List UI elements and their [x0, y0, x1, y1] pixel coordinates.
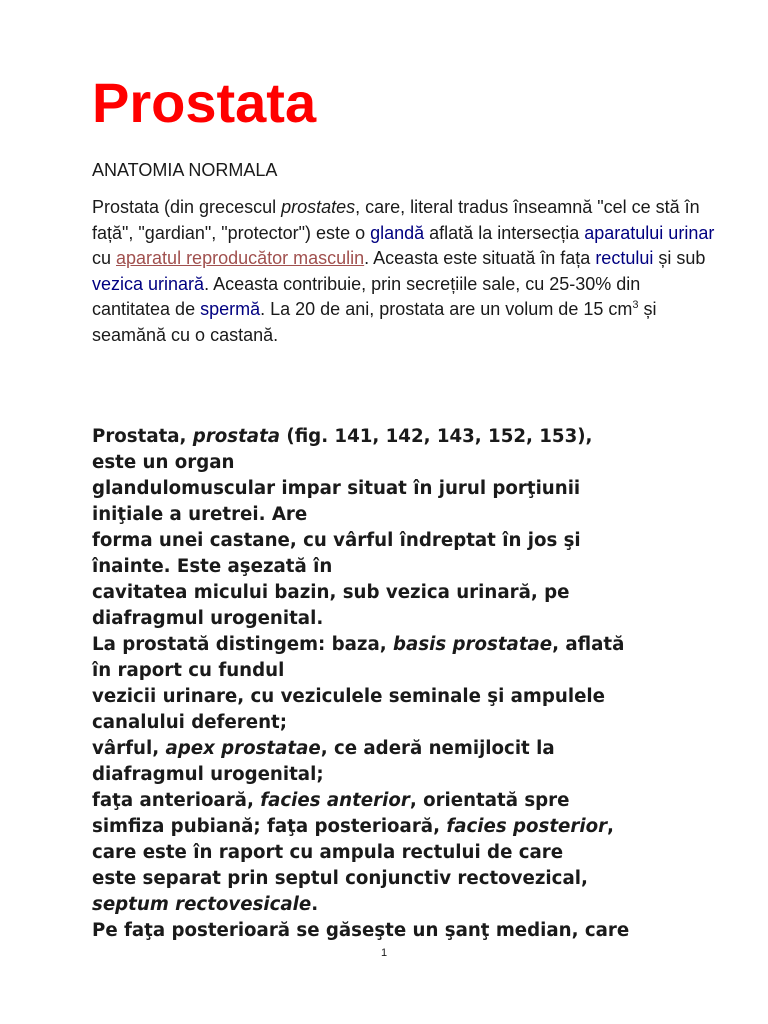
text-line: simfiza pubiană; faţa posterioară, facies posterior,	[92, 816, 614, 837]
text-line: cavitatea micului bazin, sub vezica urinară, pe	[92, 582, 570, 603]
text-line: vezicii urinare, cu veziculele seminale şi ampulele	[92, 686, 605, 707]
text-line: diafragmul urogenital.	[92, 608, 324, 629]
text-line: în raport cu fundul	[92, 660, 285, 681]
text-line: este un organ	[92, 452, 235, 473]
text-line: Pe faţa posterioară se găseşte un şanţ median, care	[92, 920, 630, 941]
term-septum-rectovesicale: septum rectovesicale	[92, 894, 312, 915]
superscript-3: 3	[632, 299, 639, 311]
term-apex-prostatae: apex prostatae	[165, 738, 321, 759]
term-prostata: prostata	[192, 426, 281, 447]
term-prostates: prostates	[281, 197, 356, 217]
link-sperma[interactable]: spermă	[200, 299, 261, 319]
text-line: vârful, apex prostatae, ce aderă nemijlocit la	[92, 738, 555, 759]
text-line: este separat prin septul conjunctiv rectovezical,	[92, 868, 588, 889]
term-basis-prostatae: basis prostatae	[393, 634, 553, 655]
link-glanda[interactable]: glandă	[370, 222, 425, 243]
text-line: iniţiale a uretrei. Are	[92, 504, 308, 525]
text-line: La prostată distingem: baza, basis prostatae, aflată	[92, 634, 625, 655]
text-line: glandulomuscular impar situat în jurul porţiunii	[92, 478, 581, 499]
text-line: faţa anterioară, facies anterior, orientată spre	[92, 790, 570, 811]
text-line: înainte. Este aşezată în	[92, 556, 333, 577]
link-rectului[interactable]: rectului	[595, 248, 654, 268]
text-line: septum rectovesicale.	[92, 894, 319, 915]
anatomy-paragraph	[92, 424, 722, 944]
page-number: 1	[380, 947, 388, 959]
term-facies-posterior: facies posterior	[446, 816, 608, 837]
text-line: care este în raport cu ampula rectului de care	[92, 842, 564, 863]
link-vezica-urinara[interactable]: vezica urinară	[92, 273, 205, 294]
intro-paragraph: Prostata (din grecescul prostates, care, literal tradus înseamnă "cel ce stă în față", "gardian", "protector") este o glandă aflată la intersecția aparatului urinar cu aparatul reproducător masculin. Aceasta este situată în fața rectului și sub vezica urinară. Aceasta contribuie, prin secrețiile sale, cu 25-30% din cantitatea de spermă. La 20 de ani, prostata are un volum de 15 $cm^3$ și seamănă cu o castană.	[92, 197, 715, 345]
text-line: Prostata, prostata (fig. 141, 142, 143, 152, 153),	[92, 426, 593, 447]
link-aparatul-urinar[interactable]: aparatului urinar	[584, 222, 715, 243]
section-heading: ANATOMIA NORMALA	[92, 160, 278, 180]
text-line: canalului deferent;	[92, 712, 288, 733]
document-title: Prostata	[92, 71, 317, 134]
link-aparatul-reproducator[interactable]: aparatul reproducător masculin	[116, 248, 365, 268]
text-line: diafragmul urogenital;	[92, 764, 324, 785]
text-line: forma unei castane, cu vârful îndreptat în jos şi	[92, 530, 581, 551]
term-facies-anterior: facies anterior	[260, 790, 410, 811]
